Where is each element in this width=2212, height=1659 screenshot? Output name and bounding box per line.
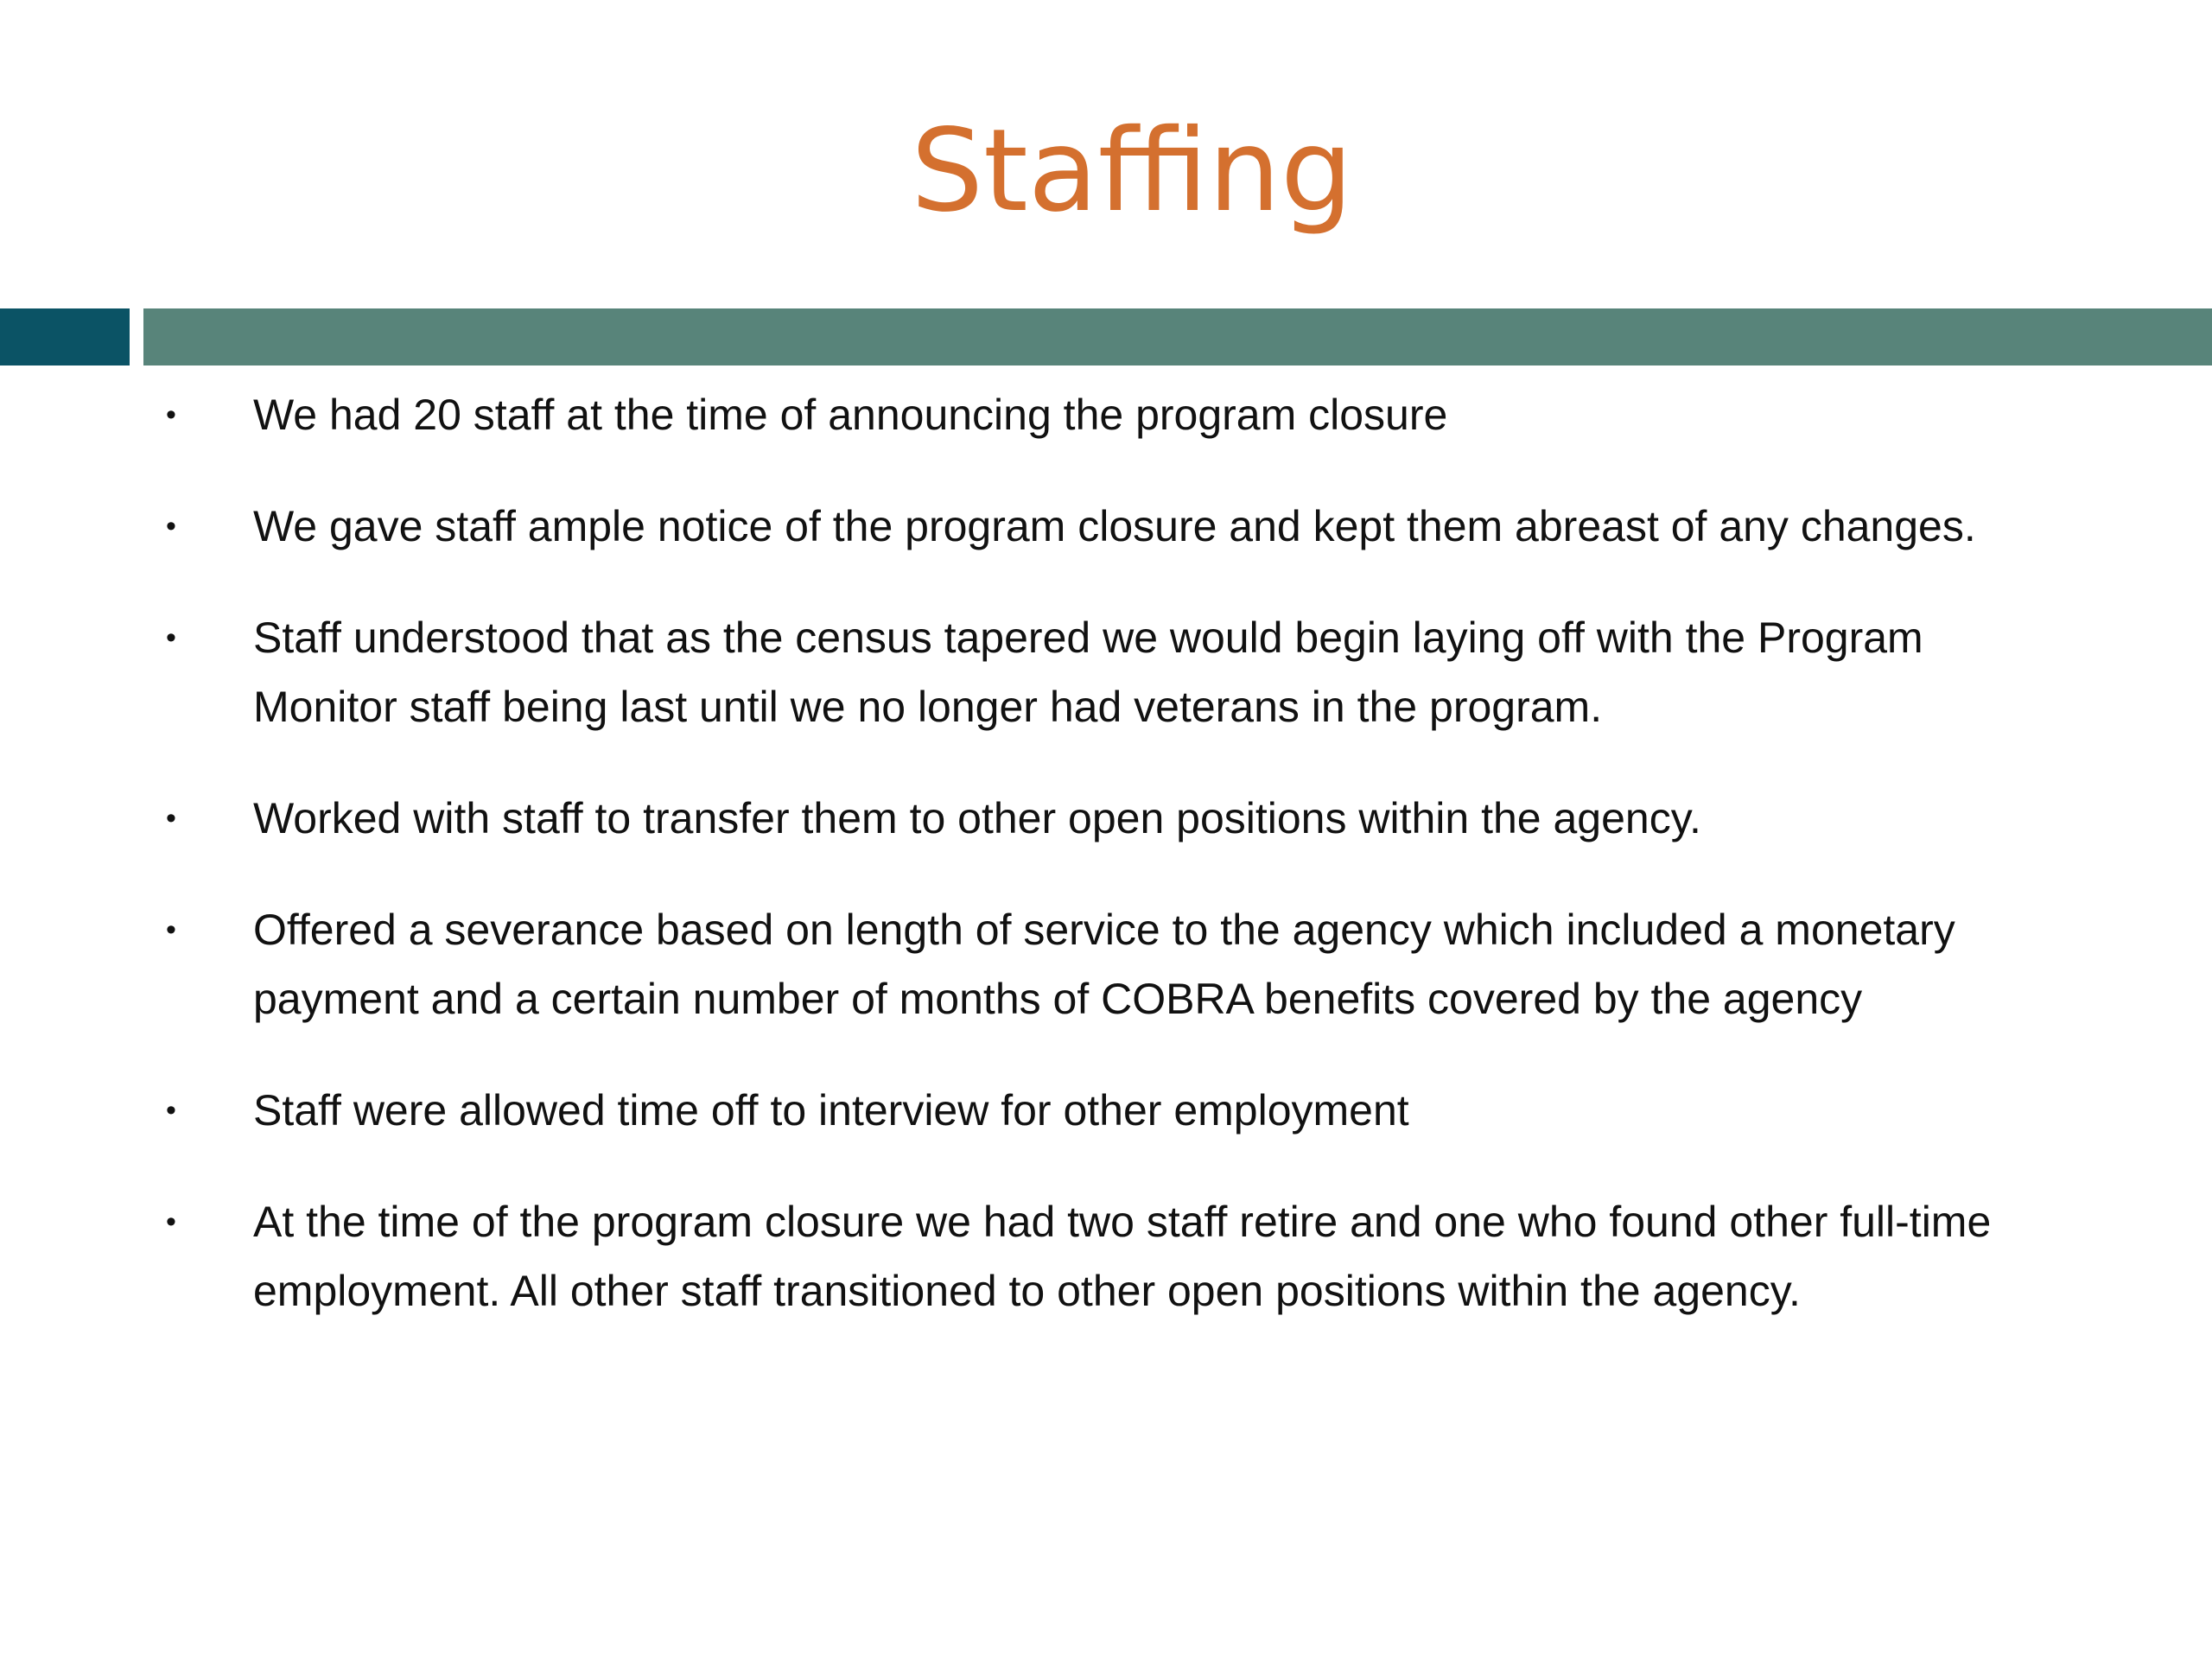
bullet-marker: • — [166, 398, 176, 431]
bullet-marker: • — [166, 621, 176, 654]
bullet-list — [0, 380, 2212, 1368]
bullet-text: At the time of the program closure we had two staff retire and one who found other full-time employment. All other staff transitioned to other open positions within the agency. — [253, 1198, 1992, 1315]
bullet-item — [0, 380, 2212, 449]
bullet-text: Staff were allowed time off to interview for other employment — [253, 1086, 1409, 1135]
bullet-marker: • — [166, 913, 176, 946]
bullet-text: We had 20 staff at the time of announcing the program closure — [253, 391, 1448, 439]
bullet-text: Staff understood that as the census tapered we would begin laying off with the Program Monitor staff being last until we no longer had veterans in the program. — [253, 613, 1923, 731]
bullet-text: Worked with staff to transfer them to other open positions within the agency. — [253, 794, 1701, 842]
bullet-marker: • — [166, 802, 176, 835]
bullet-marker: • — [166, 1094, 176, 1127]
header-band — [143, 308, 2212, 365]
bullet-text: Offered a severance based on length of service to the agency which included a monetary payment and a certain number of months of COBRA benefits covered by the agency — [253, 906, 1955, 1023]
bullet-item — [0, 1076, 2212, 1145]
bullet-item — [0, 603, 2212, 741]
bullet-marker: • — [166, 510, 176, 543]
bullet-text: We gave staff ample notice of the program closure and kept them abreast of any changes. — [253, 502, 1976, 550]
bullet-item — [0, 1187, 2212, 1325]
bullet-item — [0, 492, 2212, 561]
bullet-marker: • — [166, 1205, 176, 1238]
slide-title: Staffing — [911, 105, 1353, 238]
bullet-item — [0, 895, 2212, 1033]
bullet-item — [0, 784, 2212, 853]
header-band-accent — [0, 308, 130, 365]
